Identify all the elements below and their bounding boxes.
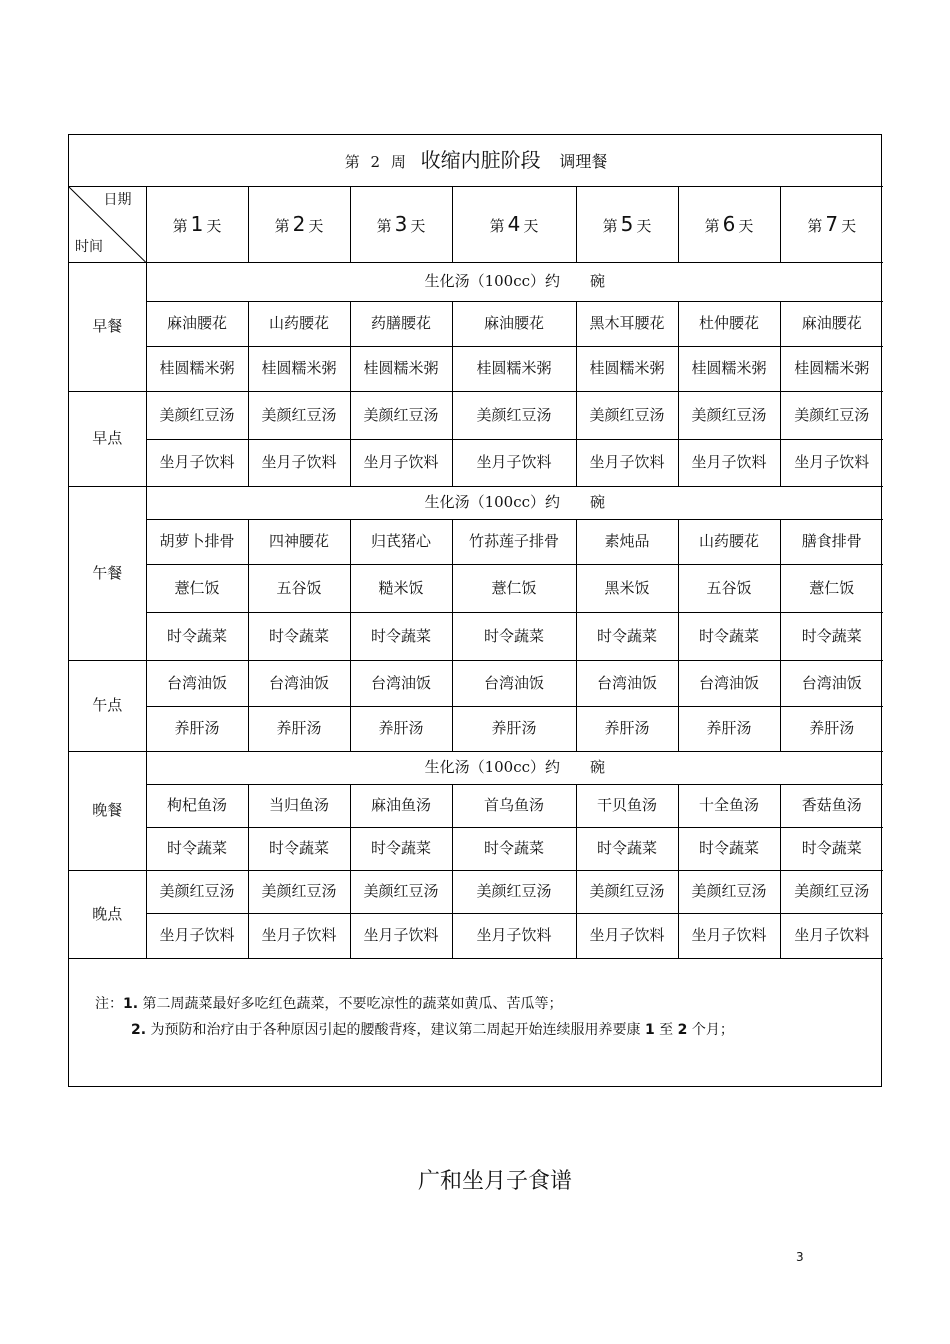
menu-cell: 麻油鱼汤: [350, 784, 452, 827]
note-1-number: 1.: [123, 996, 139, 1012]
meal-plan-table: [69, 135, 883, 959]
menu-cell: 台湾油饭: [576, 660, 678, 706]
menu-cell: 当归鱼汤: [248, 784, 350, 827]
row-dinner-soup: [69, 784, 883, 827]
row-morning-snack-1: [69, 391, 883, 439]
menu-cell: 四神腰花: [248, 519, 350, 564]
menu-cell: 坐月子饮料: [350, 913, 452, 958]
menu-cell: 美颜红豆汤: [780, 870, 883, 913]
day-prefix: 第: [704, 217, 720, 235]
notes-section: [69, 961, 881, 1043]
soup-row: [146, 262, 883, 301]
menu-cell: 时令蔬菜: [576, 827, 678, 870]
meal-label-evening-snack: 晚点: [69, 870, 146, 958]
menu-cell: 坐月子饮料: [146, 913, 248, 958]
menu-cell: 十全鱼汤: [678, 784, 780, 827]
week-suffix: 周: [390, 153, 406, 172]
menu-cell: 首乌鱼汤: [452, 784, 576, 827]
menu-cell: 桂圆糯米粥: [146, 346, 248, 391]
header-row: [69, 186, 883, 262]
menu-cell: 枸杞鱼汤: [146, 784, 248, 827]
day-prefix: 第: [172, 217, 188, 235]
note-2: [95, 1017, 881, 1043]
day-prefix: 第: [489, 217, 505, 235]
row-morning-snack-2: [69, 439, 883, 486]
menu-cell: 美颜红豆汤: [576, 391, 678, 439]
page-number: 3: [796, 1250, 804, 1264]
menu-cell: 时令蔬菜: [452, 827, 576, 870]
day-header: [678, 186, 780, 262]
note-2-num-a: 1: [644, 1022, 655, 1038]
menu-cell: 坐月子饮料: [452, 913, 576, 958]
menu-cell: 坐月子饮料: [248, 913, 350, 958]
menu-cell: 归芪猪心: [350, 519, 452, 564]
day-prefix: 第: [807, 217, 823, 235]
menu-cell: 五谷饭: [678, 564, 780, 612]
menu-cell: 桂圆糯米粥: [452, 346, 576, 391]
meal-label-morning-snack: 早点: [69, 391, 146, 486]
menu-cell: 时令蔬菜: [780, 827, 883, 870]
menu-cell: 台湾油饭: [248, 660, 350, 706]
menu-cell: 桂圆糯米粥: [780, 346, 883, 391]
day-header: [248, 186, 350, 262]
menu-cell: 美颜红豆汤: [678, 870, 780, 913]
soup-bowl: 碗: [590, 272, 606, 291]
row-afternoon-snack-2: [69, 706, 883, 751]
row-evening-snack-1: [69, 870, 883, 913]
menu-cell: 时令蔬菜: [576, 612, 678, 660]
menu-cell: 时令蔬菜: [248, 612, 350, 660]
menu-cell: 时令蔬菜: [452, 612, 576, 660]
row-afternoon-snack-1: [69, 660, 883, 706]
menu-cell: 时令蔬菜: [248, 827, 350, 870]
menu-cell: 山药腰花: [678, 519, 780, 564]
day-number: 3: [394, 212, 408, 236]
day-number: 7: [825, 212, 839, 236]
menu-cell: 时令蔬菜: [350, 612, 452, 660]
meal-type: 调理餐: [559, 152, 608, 172]
menu-cell: 美颜红豆汤: [350, 870, 452, 913]
day-prefix: 第: [602, 217, 618, 235]
menu-cell: 桂圆糯米粥: [678, 346, 780, 391]
menu-cell: 养肝汤: [678, 706, 780, 751]
note-2-num-b: 2: [677, 1022, 688, 1038]
menu-cell: 美颜红豆汤: [452, 391, 576, 439]
menu-cell: 坐月子饮料: [576, 439, 678, 486]
menu-cell: 台湾油饭: [780, 660, 883, 706]
footer-title: 广和坐月子食谱: [417, 1169, 572, 1194]
day-header: [576, 186, 678, 262]
menu-cell: 桂圆糯米粥: [248, 346, 350, 391]
menu-cell: 美颜红豆汤: [452, 870, 576, 913]
menu-cell: 美颜红豆汤: [678, 391, 780, 439]
menu-cell: 美颜红豆汤: [576, 870, 678, 913]
day-prefix: 第: [274, 217, 290, 235]
menu-cell: 坐月子饮料: [452, 439, 576, 486]
menu-cell: 素炖品: [576, 519, 678, 564]
soup-text: 生化汤（100cc）约: [424, 272, 560, 291]
menu-cell: 养肝汤: [780, 706, 883, 751]
note-1-text: 第二周蔬菜最好多吃红色蔬菜，不要吃凉性的蔬菜如黄瓜、苦瓜等；: [142, 996, 563, 1012]
day-header: [452, 186, 576, 262]
row-lunch-veg: [69, 612, 883, 660]
menu-cell: 美颜红豆汤: [780, 391, 883, 439]
row-breakfast-main: [69, 301, 883, 346]
soup-bowl: 碗: [590, 758, 606, 777]
menu-cell: 药膳腰花: [350, 301, 452, 346]
menu-cell: 黑木耳腰花: [576, 301, 678, 346]
week-prefix: 第: [344, 153, 360, 172]
table-title: [69, 135, 883, 186]
corner-cell: [69, 186, 146, 262]
menu-cell: 薏仁饭: [780, 564, 883, 612]
meal-label-breakfast: 早餐: [69, 262, 146, 391]
row-evening-snack-2: [69, 913, 883, 958]
note-2-text-c: 个月；: [691, 1022, 734, 1038]
menu-cell: 糙米饭: [350, 564, 452, 612]
menu-cell: 养肝汤: [576, 706, 678, 751]
menu-cell: 竹荪莲子排骨: [452, 519, 576, 564]
day-number: 1: [190, 212, 204, 236]
row-lunch-main: [69, 519, 883, 564]
note-1: [95, 991, 881, 1017]
menu-cell: 山药腰花: [248, 301, 350, 346]
row-breakfast-congee: [69, 346, 883, 391]
day-suffix: 天: [308, 217, 324, 235]
menu-cell: 美颜红豆汤: [146, 391, 248, 439]
menu-cell: 时令蔬菜: [146, 612, 248, 660]
menu-cell: 时令蔬菜: [780, 612, 883, 660]
menu-cell: 台湾油饭: [452, 660, 576, 706]
menu-sheet: [68, 134, 882, 1087]
menu-cell: 桂圆糯米粥: [576, 346, 678, 391]
soup-row: [146, 486, 883, 519]
menu-cell: 坐月子饮料: [780, 913, 883, 958]
menu-cell: 台湾油饭: [350, 660, 452, 706]
note-2-number: 2.: [131, 1022, 147, 1038]
menu-cell: 美颜红豆汤: [248, 391, 350, 439]
soup-text: 生化汤（100cc）约: [424, 758, 560, 777]
menu-cell: 坐月子饮料: [146, 439, 248, 486]
day-header: [350, 186, 452, 262]
menu-cell: 养肝汤: [146, 706, 248, 751]
menu-cell: 坐月子饮料: [678, 913, 780, 958]
menu-cell: 薏仁饭: [452, 564, 576, 612]
menu-cell: 养肝汤: [248, 706, 350, 751]
day-suffix: 天: [738, 217, 754, 235]
soup-text: 生化汤（100cc）约: [424, 493, 560, 512]
day-suffix: 天: [636, 217, 652, 235]
day-number: 6: [722, 212, 736, 236]
menu-cell: 坐月子饮料: [248, 439, 350, 486]
day-number: 4: [507, 212, 521, 236]
menu-cell: 麻油腰花: [146, 301, 248, 346]
menu-cell: 养肝汤: [350, 706, 452, 751]
note-2-text-b: 至: [659, 1022, 674, 1038]
soup-row: [146, 751, 883, 784]
day-suffix: 天: [206, 217, 222, 235]
menu-cell: 时令蔬菜: [678, 827, 780, 870]
menu-cell: 黑米饭: [576, 564, 678, 612]
menu-cell: 坐月子饮料: [678, 439, 780, 486]
menu-cell: 五谷饭: [248, 564, 350, 612]
week-number: 2: [370, 153, 381, 172]
menu-cell: 坐月子饮料: [576, 913, 678, 958]
day-header: [146, 186, 248, 262]
menu-cell: 美颜红豆汤: [248, 870, 350, 913]
row-dinner-veg: [69, 827, 883, 870]
menu-cell: 香菇鱼汤: [780, 784, 883, 827]
meal-label-afternoon-snack: 午点: [69, 660, 146, 751]
day-prefix: 第: [376, 217, 392, 235]
menu-cell: 麻油腰花: [452, 301, 576, 346]
menu-cell: 麻油腰花: [780, 301, 883, 346]
corner-date-label: 日期: [103, 191, 132, 208]
menu-cell: 时令蔬菜: [350, 827, 452, 870]
stage-title: 收缩内脏阶段: [420, 148, 541, 173]
corner-time-label: 时间: [75, 239, 103, 256]
menu-cell: 坐月子饮料: [350, 439, 452, 486]
notes-prefix: 注：: [95, 996, 123, 1012]
menu-cell: 桂圆糯米粥: [350, 346, 452, 391]
menu-cell: 美颜红豆汤: [350, 391, 452, 439]
day-suffix: 天: [410, 217, 426, 235]
menu-cell: 胡萝卜排骨: [146, 519, 248, 564]
menu-cell: 膳食排骨: [780, 519, 883, 564]
row-lunch-rice: [69, 564, 883, 612]
menu-cell: 薏仁饭: [146, 564, 248, 612]
menu-cell: 台湾油饭: [146, 660, 248, 706]
menu-cell: 坐月子饮料: [780, 439, 883, 486]
menu-cell: 时令蔬菜: [678, 612, 780, 660]
day-suffix: 天: [523, 217, 539, 235]
meal-label-lunch: 午餐: [69, 486, 146, 660]
day-number: 2: [292, 212, 306, 236]
soup-bowl: 碗: [590, 493, 606, 512]
menu-cell: 干贝鱼汤: [576, 784, 678, 827]
day-header: [780, 186, 883, 262]
menu-cell: 美颜红豆汤: [146, 870, 248, 913]
day-suffix: 天: [841, 217, 857, 235]
meal-label-dinner: 晚餐: [69, 751, 146, 870]
menu-cell: 台湾油饭: [678, 660, 780, 706]
menu-cell: 时令蔬菜: [146, 827, 248, 870]
day-number: 5: [620, 212, 634, 236]
menu-cell: 杜仲腰花: [678, 301, 780, 346]
menu-cell: 养肝汤: [452, 706, 576, 751]
note-2-text-a: 为预防和治疗由于各种原因引起的腰酸背疼，建议第二周起开始连续服用养要康: [150, 1022, 641, 1038]
